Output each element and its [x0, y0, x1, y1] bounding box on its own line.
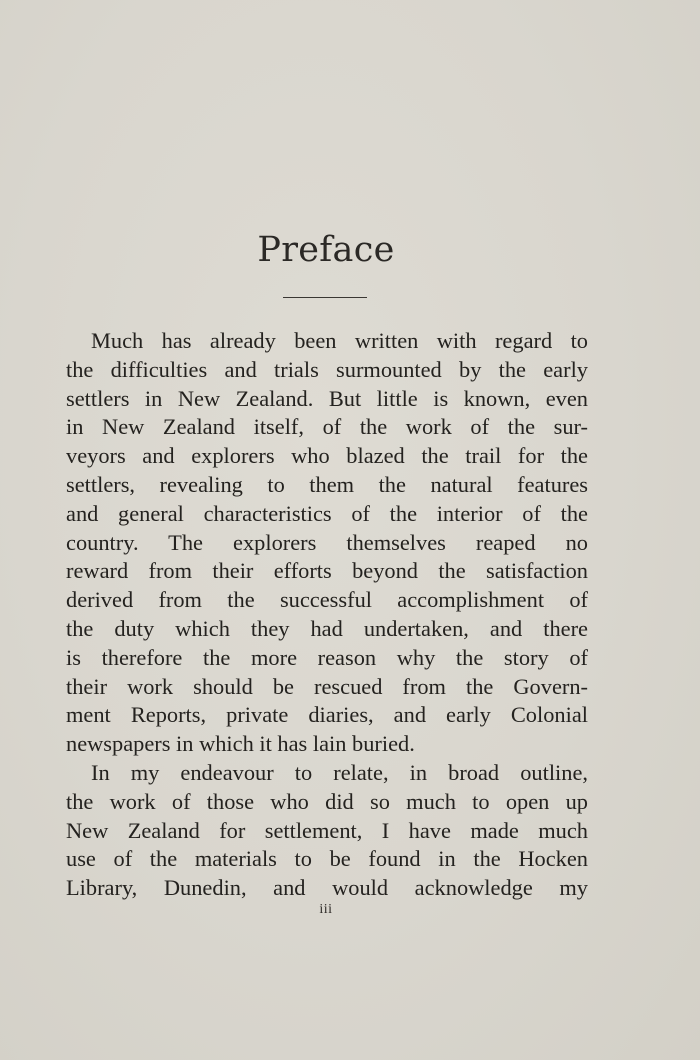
- text-line: newspapers in which it has lain buried.: [66, 731, 415, 757]
- text-line: their work should be rescued from the Govern-: [66, 673, 588, 699]
- title-rule: [283, 297, 367, 298]
- page-number: iii: [319, 902, 333, 917]
- text-line: and general characteristics of the interior of the: [66, 500, 588, 526]
- text-line: New Zealand for settlement, I have made much: [66, 817, 588, 843]
- text-line: Much has already been written with regard to: [91, 328, 588, 353]
- text-line: the work of those who did so much to open up: [66, 788, 588, 814]
- text-line: use of the materials to be found in the Hocken: [66, 846, 588, 872]
- text-line: Library, Dunedin, and would acknowledge my: [66, 875, 588, 901]
- text-line: derived from the successful accomplishment of: [66, 587, 588, 613]
- text-line: the duty which they had undertaken, and there: [66, 615, 588, 641]
- text-line: settlers, revealing to them the natural features: [66, 471, 588, 497]
- paragraph-1: [66, 327, 588, 759]
- text-line: In my endeavour to relate, in broad outline,: [91, 759, 588, 785]
- paragraph-2: [66, 759, 588, 903]
- text-line: in New Zealand itself, of the work of the sur-: [66, 414, 588, 440]
- text-line: veyors and explorers who blazed the trail for the: [66, 443, 588, 469]
- text-line: reward from their efforts beyond the satisfaction: [66, 558, 588, 584]
- text-line: is therefore the more reason why the story of: [66, 644, 588, 670]
- text-line: the difficulties and trials surmounted by the early: [66, 356, 588, 382]
- text-line: country. The explorers themselves reaped no: [66, 529, 588, 555]
- text-line: settlers in New Zealand. But little is known, even: [66, 385, 588, 411]
- preface-body: [66, 327, 588, 903]
- text-line: ment Reports, private diaries, and early Colonial: [66, 702, 588, 728]
- page-title: Preface: [257, 230, 395, 270]
